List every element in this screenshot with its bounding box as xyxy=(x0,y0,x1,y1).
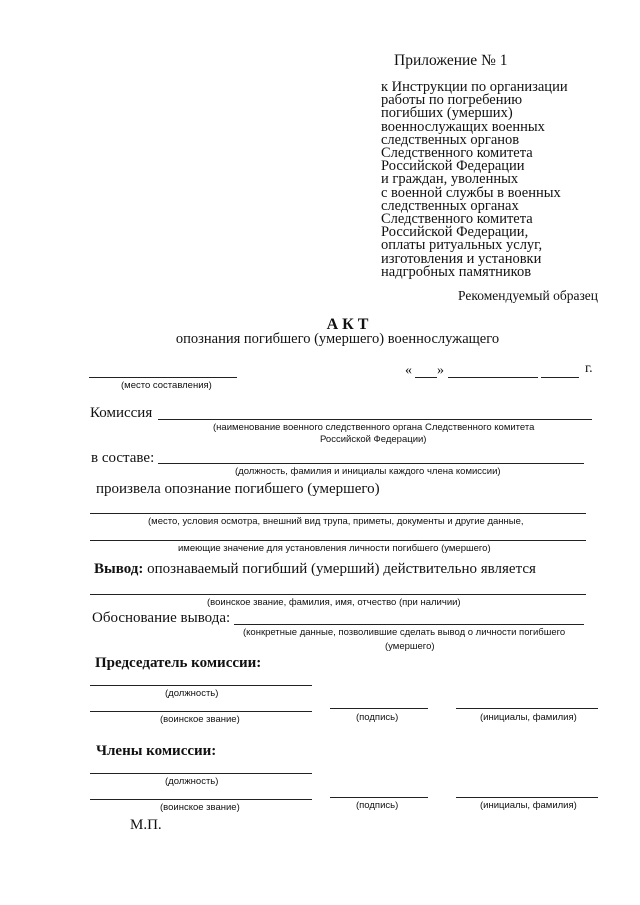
composition-line[interactable] xyxy=(158,463,584,464)
composition-label: в составе: xyxy=(91,450,155,466)
commission-label: Комиссия xyxy=(90,405,153,421)
chairman-rank-line[interactable] xyxy=(90,711,312,712)
member-rank-line[interactable] xyxy=(90,799,312,800)
chairman-rank-hint: (воинское звание) xyxy=(160,714,240,725)
inspection-line-1[interactable] xyxy=(90,513,586,514)
appendix-line: Следственного комитета xyxy=(381,211,533,228)
appendix-line: изготовления и установки xyxy=(381,250,542,267)
inspection-hint-1: (место, условия осмотра, внешний вид трупа, приметы, документы и другие данные, xyxy=(148,516,524,527)
date-month-line[interactable] xyxy=(448,377,538,378)
appendix-title: Приложение № 1 xyxy=(394,52,508,69)
appendix-line: с военной службы в военных xyxy=(381,184,561,201)
chairman-label: Председатель комиссии: xyxy=(95,655,262,671)
conclusion-hint: (воинское звание, фамилия, имя, отчество (при наличии) xyxy=(207,597,461,608)
member-rank-hint: (воинское звание) xyxy=(160,802,240,813)
act-subtitle: опознания погибшего (умершего) военнослужащего xyxy=(175,331,500,347)
conclusion-text: опознаваемый погибший (умерший) действительно является xyxy=(147,561,536,577)
appendix-line: следственных органах xyxy=(381,197,519,214)
conclusion-line[interactable] xyxy=(90,594,586,595)
chairman-initials-line[interactable] xyxy=(456,708,598,709)
date-day-line[interactable] xyxy=(415,377,437,378)
member-position-line[interactable] xyxy=(90,773,312,774)
appendix-line: надгробных памятников xyxy=(381,263,532,280)
date-suffix: г. xyxy=(585,361,593,376)
appendix-lines xyxy=(381,81,568,279)
chairman-signature-line[interactable] xyxy=(330,708,428,709)
appendix-line: погибших (умерших) xyxy=(381,105,513,122)
date-open-quote: « xyxy=(405,363,412,378)
member-signature-hint: (подпись) xyxy=(356,800,399,811)
commission-line[interactable] xyxy=(158,419,592,420)
performed-text: произвела опознание погибшего (умершего) xyxy=(96,481,380,497)
appendix-line: следственных органов xyxy=(381,131,520,148)
basis-hint-2: (умершего) xyxy=(385,641,435,652)
stamp-mark: М.П. xyxy=(130,817,162,833)
inspection-line-2[interactable] xyxy=(90,540,586,541)
appendix-line: Российской Федерации xyxy=(381,158,525,175)
appendix-line: и граждан, уволенных xyxy=(381,171,519,188)
appendix-line: работы по погребению xyxy=(381,92,523,109)
chairman-position-hint: (должность) xyxy=(165,688,219,699)
chairman-initials-hint: (инициалы, фамилия) xyxy=(480,712,577,723)
commission-hint-2: Российской Федерации) xyxy=(320,434,427,445)
basis-hint-1: (конкретные данные, позволившие сделать вывод о личности погибшего xyxy=(243,627,566,638)
basis-line[interactable] xyxy=(234,624,584,625)
chairman-position-line[interactable] xyxy=(90,685,312,686)
appendix-line: Российской Федерации, xyxy=(381,224,529,241)
member-signature-line[interactable] xyxy=(330,797,428,798)
inspection-hint-2: имеющие значение для установления личности погибшего (умершего) xyxy=(178,543,491,554)
sample-note: Рекомендуемый образец xyxy=(458,288,599,303)
basis-label: Обоснование вывода: xyxy=(92,610,231,626)
place-line[interactable] xyxy=(89,377,237,378)
commission-hint-1: (наименование военного следственного органа Следственного комитета xyxy=(213,422,535,433)
date-year-line[interactable] xyxy=(541,377,579,378)
appendix-line: военнослужащих военных xyxy=(381,118,545,135)
place-hint: (место составления) xyxy=(121,380,212,391)
act-title: А К Т xyxy=(326,316,369,333)
conclusion xyxy=(94,561,536,578)
composition-hint: (должность, фамилия и инициалы каждого члена комиссии) xyxy=(235,466,501,477)
appendix-line: Следственного комитета xyxy=(381,145,533,162)
appendix-line: оплаты ритуальных услуг, xyxy=(381,237,543,254)
members-label: Члены комиссии: xyxy=(96,743,217,759)
member-initials-hint: (инициалы, фамилия) xyxy=(480,800,577,811)
chairman-signature-hint: (подпись) xyxy=(356,712,399,723)
member-position-hint: (должность) xyxy=(165,776,219,787)
conclusion-label: Вывод: xyxy=(94,561,144,577)
date-close-quote: » xyxy=(437,363,444,378)
appendix-line: к Инструкции по организации xyxy=(381,79,568,95)
member-initials-line[interactable] xyxy=(456,797,598,798)
